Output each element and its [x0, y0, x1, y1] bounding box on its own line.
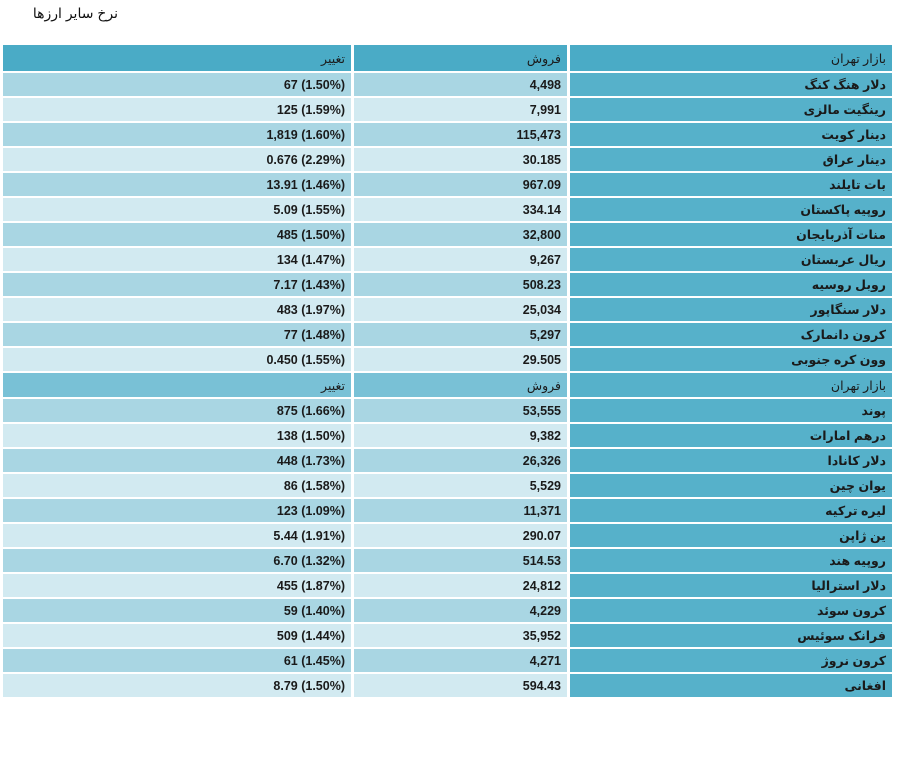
price-change: (1.50%) 67 — [3, 73, 351, 96]
sell-price: 508.23 — [354, 273, 567, 296]
table-row — [3, 674, 892, 697]
currency-name: لیره ترکیه — [570, 499, 892, 522]
sell-price: 334.14 — [354, 198, 567, 221]
table-row — [3, 549, 892, 572]
sell-price: 115,473 — [354, 123, 567, 146]
currency-name: روبل روسیه — [570, 273, 892, 296]
currency-name: فرانک سوئیس — [570, 624, 892, 647]
price-change: (1.32%) 6.70 — [3, 549, 351, 572]
price-change: (2.29%) 0.676 — [3, 148, 351, 171]
sell-price: 53,555 — [354, 399, 567, 422]
price-change: (1.55%) 5.09 — [3, 198, 351, 221]
sell-price: 4,229 — [354, 599, 567, 622]
currency-name: ریال عربستان — [570, 248, 892, 271]
currency-name: درهم امارات — [570, 424, 892, 447]
table-row — [3, 348, 892, 371]
sell-price: 26,326 — [354, 449, 567, 472]
currency-name: یوان چین — [570, 474, 892, 497]
price-change: (1.50%) 485 — [3, 223, 351, 246]
subheader-sell: فروش — [354, 373, 567, 397]
currency-name: پوند — [570, 399, 892, 422]
table-row — [3, 298, 892, 321]
currency-name: منات آذربایجان — [570, 223, 892, 246]
header-market: بازار تهران — [570, 45, 892, 71]
table-row — [3, 499, 892, 522]
table-subheader-row — [3, 373, 892, 397]
price-change: (1.91%) 5.44 — [3, 524, 351, 547]
price-change: (1.60%) 1,819 — [3, 123, 351, 146]
table-row — [3, 449, 892, 472]
price-change: (1.46%) 13.91 — [3, 173, 351, 196]
table-row — [3, 574, 892, 597]
table-row — [3, 98, 892, 121]
price-change: (1.47%) 134 — [3, 248, 351, 271]
table-row — [3, 248, 892, 271]
sell-price: 4,498 — [354, 73, 567, 96]
sell-price: 967.09 — [354, 173, 567, 196]
currency-name: کرون دانمارک — [570, 323, 892, 346]
table-row — [3, 649, 892, 672]
price-change: (1.73%) 448 — [3, 449, 351, 472]
price-change: (1.87%) 455 — [3, 574, 351, 597]
sell-price: 514.53 — [354, 549, 567, 572]
sell-price: 7,991 — [354, 98, 567, 121]
sell-price: 11,371 — [354, 499, 567, 522]
sell-price: 5,529 — [354, 474, 567, 497]
currency-name: ین ژاپن — [570, 524, 892, 547]
price-change: (1.44%) 509 — [3, 624, 351, 647]
sell-price: 594.43 — [354, 674, 567, 697]
page-title: نرخ سایر ارزها — [32, 5, 118, 21]
currency-name: کرون سوئد — [570, 599, 892, 622]
price-change: (1.43%) 7.17 — [3, 273, 351, 296]
header-sell: فروش — [354, 45, 567, 71]
sell-price: 29.505 — [354, 348, 567, 371]
currency-name: دلار استرالیا — [570, 574, 892, 597]
currency-name: بات تایلند — [570, 173, 892, 196]
price-change: (1.09%) 123 — [3, 499, 351, 522]
currency-name: روپیه هند — [570, 549, 892, 572]
table-row — [3, 198, 892, 221]
sell-price: 5,297 — [354, 323, 567, 346]
sell-price: 9,267 — [354, 248, 567, 271]
table-row — [3, 474, 892, 497]
table-row — [3, 323, 892, 346]
table-row — [3, 123, 892, 146]
sell-price: 25,034 — [354, 298, 567, 321]
price-change: (1.40%) 59 — [3, 599, 351, 622]
table-row — [3, 73, 892, 96]
sell-price: 35,952 — [354, 624, 567, 647]
currency-name: دینار عراق — [570, 148, 892, 171]
rates-table-body — [3, 45, 892, 697]
table-header-row — [3, 45, 892, 71]
subheader-change: تغییر — [3, 373, 351, 397]
currency-name: وون کره جنوبی — [570, 348, 892, 371]
price-change: (1.48%) 77 — [3, 323, 351, 346]
sell-price: 32,800 — [354, 223, 567, 246]
sell-price: 24,812 — [354, 574, 567, 597]
table-row — [3, 424, 892, 447]
currency-name: روپیه پاکستان — [570, 198, 892, 221]
price-change: (1.58%) 86 — [3, 474, 351, 497]
currency-name: دلار کانادا — [570, 449, 892, 472]
price-change: (1.50%) 138 — [3, 424, 351, 447]
sell-price: 9,382 — [354, 424, 567, 447]
sell-price: 30.185 — [354, 148, 567, 171]
table-row — [3, 399, 892, 422]
sell-price: 290.07 — [354, 524, 567, 547]
price-change: (1.45%) 61 — [3, 649, 351, 672]
table-row — [3, 223, 892, 246]
subheader-market: بازار تهران — [570, 373, 892, 397]
price-change: (1.97%) 483 — [3, 298, 351, 321]
table-row — [3, 273, 892, 296]
currency-name: رینگیت مالزی — [570, 98, 892, 121]
currency-name: افغانی — [570, 674, 892, 697]
price-change: (1.66%) 875 — [3, 399, 351, 422]
table-row — [3, 524, 892, 547]
price-change: (1.50%) 8.79 — [3, 674, 351, 697]
price-change: (1.55%) 0.450 — [3, 348, 351, 371]
currency-rates-table — [0, 43, 895, 699]
table-row — [3, 173, 892, 196]
currency-name: دینار کویت — [570, 123, 892, 146]
sell-price: 4,271 — [354, 649, 567, 672]
table-row — [3, 148, 892, 171]
price-change: (1.59%) 125 — [3, 98, 351, 121]
currency-name: کرون نروژ — [570, 649, 892, 672]
currency-name: دلار هنگ کنگ — [570, 73, 892, 96]
header-change: تغییر — [3, 45, 351, 71]
table-row — [3, 599, 892, 622]
table-row — [3, 624, 892, 647]
currency-name: دلار سنگاپور — [570, 298, 892, 321]
